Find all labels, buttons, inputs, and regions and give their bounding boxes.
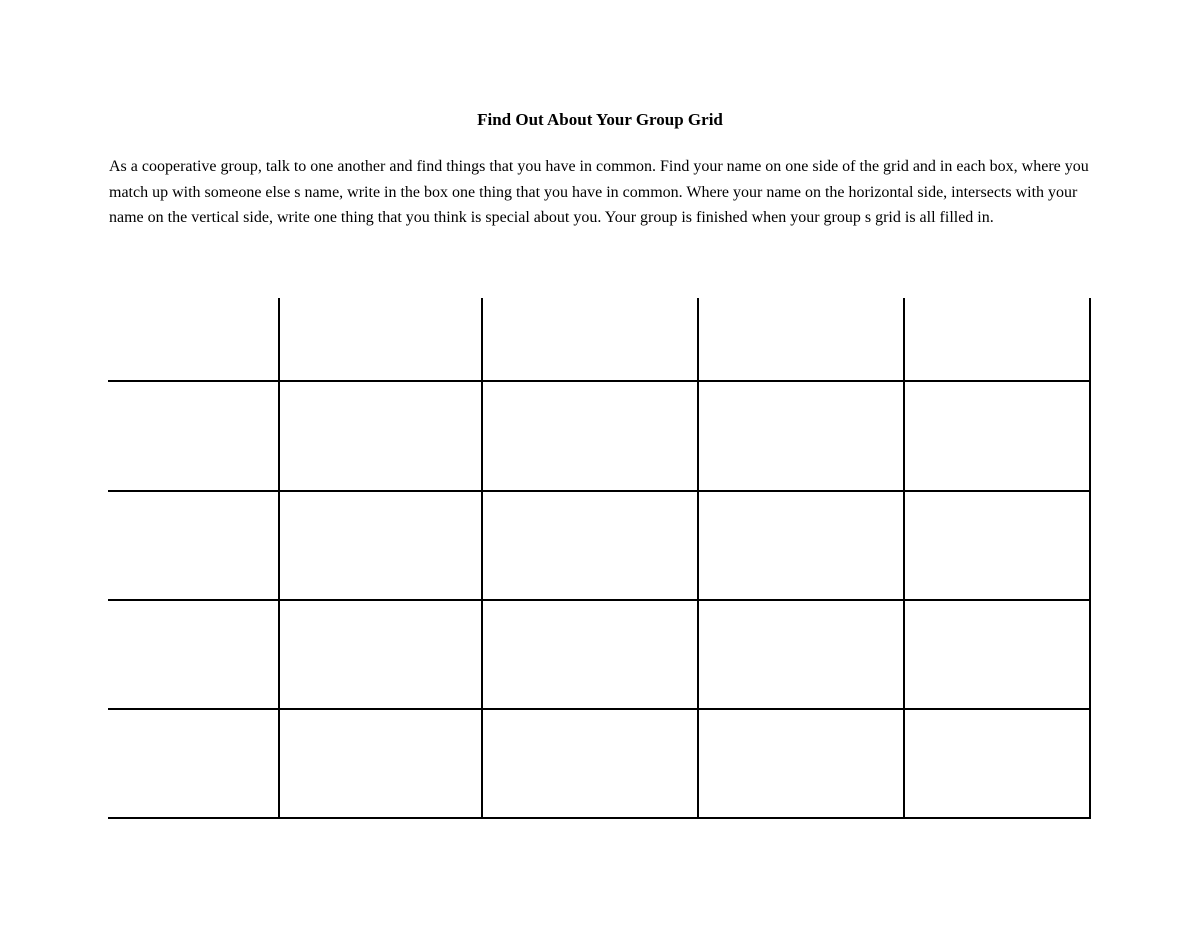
grid-cell-r2-c1[interactable] (109, 382, 278, 490)
grid-cell-r4-c4[interactable] (699, 601, 903, 708)
grid-cell-r2-c3[interactable] (483, 382, 697, 490)
grid-cell-r3-c3[interactable] (483, 492, 697, 599)
grid-cell-r3-c5[interactable] (905, 492, 1089, 599)
page-title: Find Out About Your Group Grid (477, 110, 723, 129)
grid-cell-r2-c2[interactable] (280, 382, 481, 490)
grid-cell-r1-c3[interactable] (483, 299, 697, 380)
grid-cell-r5-c2[interactable] (280, 710, 481, 817)
grid-cell-r4-c3[interactable] (483, 601, 697, 708)
grid-cell-r2-c5[interactable] (905, 382, 1089, 490)
grid-cell-r5-c4[interactable] (699, 710, 903, 817)
grid-cell-r5-c5[interactable] (905, 710, 1089, 817)
grid-cell-r4-c2[interactable] (280, 601, 481, 708)
grid-cell-r1-c4[interactable] (699, 299, 903, 380)
grid-cell-r5-c1[interactable] (109, 710, 278, 817)
instructions-paragraph: As a cooperative group, talk to one another and find things that you have in common. Find your name on one side of the grid and in each box, where you match up with someone else s name, write in the box one thing that you have in common. Where your name on the horizontal side, intersects with your name on the vertical side, write one thing that you think is special about you. Your group is finished when your group s grid is all filled in. (109, 158, 1089, 226)
grid-cell-r3-c2[interactable] (280, 492, 481, 599)
grid-cell-r4-c5[interactable] (905, 601, 1089, 708)
grid-cell-r2-c4[interactable] (699, 382, 903, 490)
grid-cell-r1-c5[interactable] (905, 299, 1089, 380)
grid-cell-r1-c1[interactable] (109, 299, 278, 380)
grid-cell-r3-c4[interactable] (699, 492, 903, 599)
grid-cell-r4-c1[interactable] (109, 601, 278, 708)
grid-cell-r1-c2[interactable] (280, 299, 481, 380)
grid-cell-r5-c3[interactable] (483, 710, 697, 817)
grid-cell-r3-c1[interactable] (109, 492, 278, 599)
